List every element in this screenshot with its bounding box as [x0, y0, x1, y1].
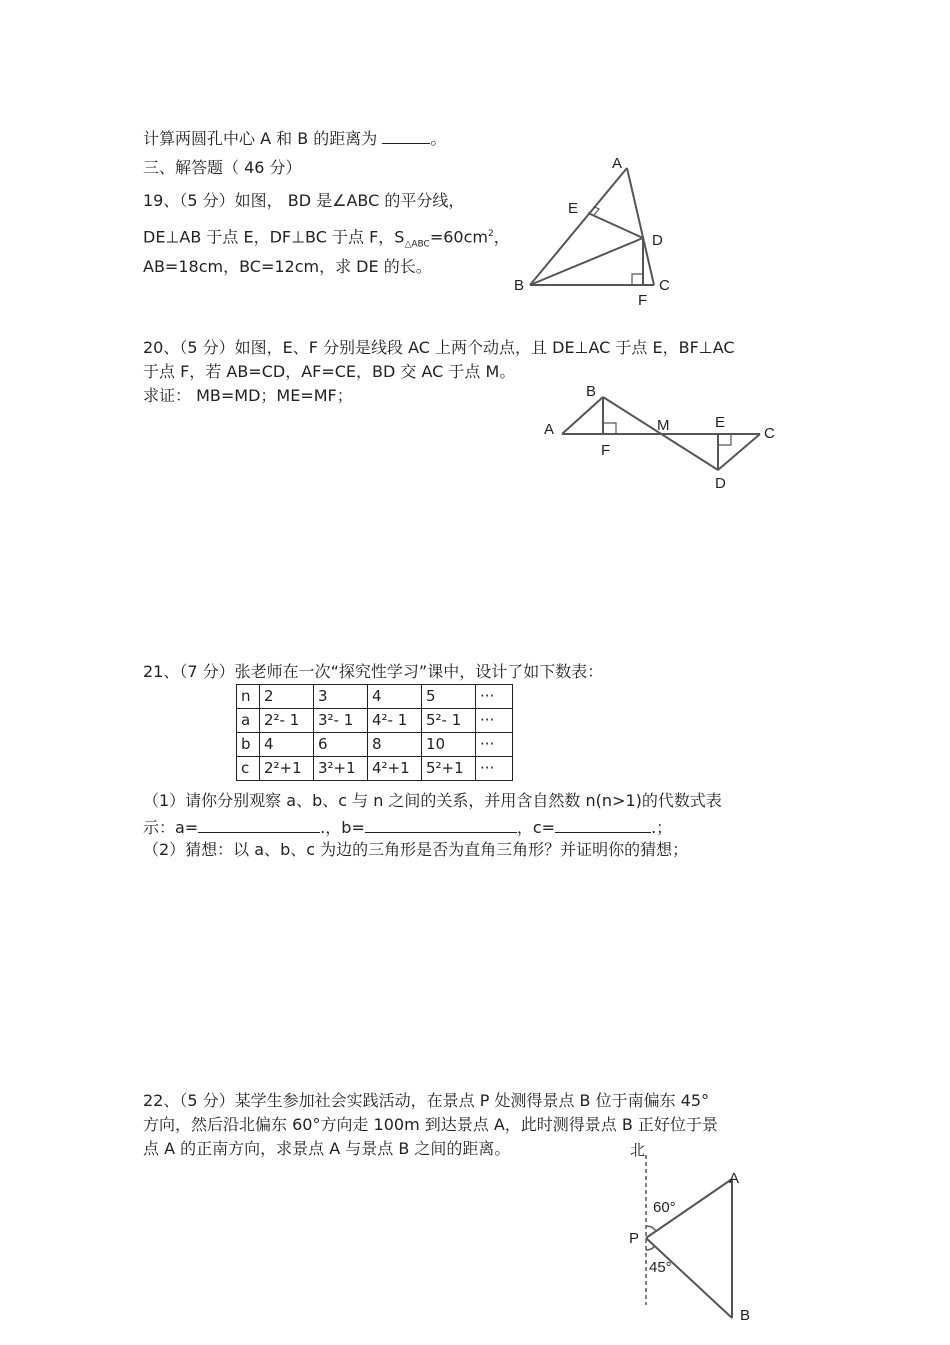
q22-line1: 22、（5 分）某学生参加社会实践活动，在景点 P 处测得景点 B 位于南偏东 45°: [143, 1091, 710, 1110]
segment-ab: [530, 168, 627, 285]
label-b: B: [740, 1307, 751, 1324]
label-p: P: [629, 1230, 640, 1247]
section-title: 三、解答题（ 46 分）: [143, 158, 302, 177]
label-f: F: [601, 442, 611, 459]
segment-bd: [530, 238, 643, 285]
right-angle-mark-f: [632, 274, 643, 285]
segment-dc: [718, 434, 760, 470]
table-row: n 2 3 4 5 ···: [237, 685, 513, 709]
q18-tail: 计算两圆孔中心 A 和 B 的距离为 。: [143, 129, 447, 148]
q22-figure: [610, 1135, 780, 1340]
q19-line2: DE⊥AB 于点 E，DF⊥BC 于点 F，$S_{\triangle ABC}=60cm^2$，: [143, 227, 510, 250]
q21-line1: 21、（7 分）张老师在一次“探究性学习”课中，设计了如下数表：: [143, 662, 604, 681]
table-row: b 4 6 8 10 ···: [237, 733, 513, 757]
label-angle-45: 45°: [649, 1259, 672, 1276]
label-b: B: [586, 383, 597, 400]
number-table: [236, 684, 513, 781]
label-e: E: [715, 414, 726, 431]
label-a: A: [544, 421, 555, 438]
q21-part2: （2）猜想：以 a、b、c 为边的三角形是否为直角三角形？并证明你的猜想；: [143, 840, 689, 859]
q19-figure: [500, 150, 700, 310]
label-d: D: [652, 232, 663, 249]
q20-line2: 于点 F，若 AB=CD，AF=CE，BD 交 AC 于点 M。: [143, 362, 516, 381]
label-c: C: [659, 277, 670, 294]
q21-part1-line2: 示：a= .，b= ，c= .；: [143, 818, 673, 837]
label-b: B: [514, 277, 525, 294]
label-m: M: [657, 417, 670, 434]
right-angle-mark-e: [718, 434, 731, 445]
segment-de: [588, 213, 643, 238]
answer-blank-b[interactable]: [365, 816, 517, 833]
q20-line3: 求证： MB=MD；ME=MF；: [143, 386, 353, 405]
label-e: E: [568, 200, 579, 217]
label-a: A: [612, 155, 623, 172]
answer-blank-c[interactable]: [555, 816, 651, 833]
q20-line1: 20、（5 分）如图，E、F 分别是线段 AC 上两个动点，且 DE⊥AC 于点 E，BF⊥AC: [143, 338, 735, 357]
segment-ab: [562, 397, 603, 434]
q19-line1: 19、（5 分）如图， BD 是∠ABC 的平分线，: [143, 191, 465, 210]
q22-line3: 点 A 的正南方向，求景点 A 与景点 B 之间的距离。: [143, 1139, 511, 1158]
answer-blank-a[interactable]: [198, 816, 320, 833]
q21-part1-line1: （1）请你分别观察 a、b、c 与 n 之间的关系，并用含自然数 n(n>1)的代数式表: [143, 791, 722, 810]
label-a: A: [729, 1170, 740, 1187]
segment-ac: [627, 168, 654, 285]
answer-blank[interactable]: [382, 127, 430, 144]
label-angle-60: 60°: [653, 1199, 676, 1216]
label-d: D: [715, 475, 726, 492]
q22-line2: 方向，然后沿北偏东 60°方向走 100m 到达景点 A，此时测得景点 B 正好位于景: [143, 1115, 718, 1134]
q19-line3: AB=18cm，BC=12cm，求 DE 的长。: [143, 257, 432, 276]
angle-arc-60: [646, 1226, 656, 1231]
table-row: a 2²- 1 3²- 1 4²- 1 5²- 1 ···: [237, 709, 513, 733]
q20-figure: [530, 375, 790, 500]
label-north: 北: [630, 1142, 646, 1159]
label-c: C: [764, 425, 775, 442]
angle-arc-45: [646, 1246, 655, 1250]
label-f: F: [638, 292, 648, 309]
right-angle-mark-f: [603, 423, 616, 434]
table-row: c 2²+1 3²+1 4²+1 5²+1 ···: [237, 757, 513, 781]
segment-pb: [646, 1238, 732, 1318]
